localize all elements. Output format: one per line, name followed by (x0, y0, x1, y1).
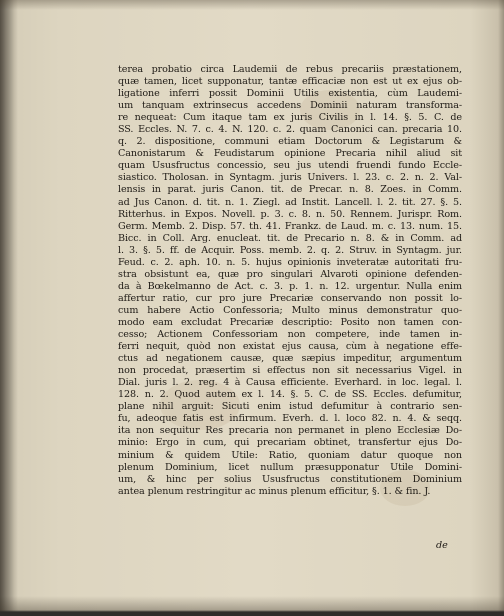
text-line: ctus ad negationem causæ, quæ sæpius impeditur, argumentum (118, 353, 462, 365)
top-edge-shadow (0, 0, 504, 10)
catchword: de (436, 540, 448, 551)
text-line: minio: Ergo in cum, qui precariam obtinet, transfertur ejus Do- (118, 437, 462, 449)
text-line: Dial. juris l. 2. reg. 4 à Causa efficiente. Everhard. in loc. legal. l. (118, 377, 462, 389)
text-line: cum habere Actio Confessoria; Multo minus demonstratur quo- (118, 304, 462, 316)
bottom-edge (0, 596, 504, 616)
text-line: Feud. c. 2. aph. 10. n. 5. hujus opinionis inveteratæ autoritati fru- (118, 256, 462, 268)
text-line: Germ. Memb. 2. Disp. 57. th. 41. Frankz. de Laud. m. c. 13. num. 15. (118, 220, 462, 232)
text-line: um, & hinc per solius Ususfructus constitutionem Dominium (118, 473, 462, 485)
text-line: siastico. Tholosan. in Syntagm. juris Univers. l. 23. c. 2. n. 2. Val- (118, 172, 462, 184)
text-line: Ritterhus. in Expos. Novell. p. 3. c. 8. n. 50. Rennem. Jurispr. Rom. (118, 208, 462, 220)
text-line: l. 3. §. 5. ff. de Acquir. Poss. memb. 2. q. 2. Struv. in Syntagm. jur. (118, 244, 462, 256)
gutter-shadow (0, 0, 18, 616)
text-line: re nequeat: Cum itaque tam ex juris Civilis in l. 14. §. 5. C. de (118, 112, 462, 124)
text-line: da à Bœkelmanno de Act. c. 3. p. 1. n. 12. urgentur. Nulla enim (118, 280, 462, 292)
text-line: plenum Dominium, licet nullum præsupponatur Utile Domini- (118, 461, 462, 473)
text-line: Canonistarum & Feudistarum opinione Precaria nihil aliud sit (118, 148, 462, 160)
text-line: SS. Eccles. N. 7. c. 4. N. 120. c. 2. quam Canonici can. precaria 10. (118, 124, 462, 136)
text-line: q. 2. dispositione, communi etiam Doctorum & Legistarum & (118, 136, 462, 148)
text-line: stra obsistunt ea, quæ pro singulari Alvaroti opinione defenden- (118, 268, 462, 280)
body-text (118, 64, 462, 498)
text-line: antea plenum restringitur ac minus plenum efficitur, §. 1. & fin. J. (118, 485, 431, 497)
text-line: quam Ususfructus concessio, seu jus utendi fruendi fundo Eccle- (118, 160, 462, 172)
text-line: Bicc. in Coll. Arg. enucleat. tit. de Precario n. 8. & in Comm. ad (118, 232, 462, 244)
text-line: quæ tamen, licet supponatur, tantæ efficaciæ non est ut ex ejus ob- (118, 76, 462, 88)
text-line: non procedat, præsertim si effectus non sit necessarius Vigel. in (118, 365, 462, 377)
text-line: um tanquam extrinsecus accedens Dominii naturam transforma- (118, 100, 462, 112)
text-line: terea probatio circa Laudemii de rebus precariis præstationem, (118, 64, 462, 75)
text-line: lensis in parat. juris Canon. tit. de Precar. n. 8. Zoes. in Comm. (118, 184, 462, 196)
text-line: ligatione inferri possit Dominii Utilis existentia, cùm Laudemi- (118, 88, 462, 100)
text-line: modo eam excludat Precariæ descriptio: Posito non tamen con- (118, 316, 462, 328)
text-line: ferri nequit, quòd non existat ejus causa, cùm à negatione effe- (118, 341, 462, 353)
text-line: ita non sequitur Res precaria non permanet in pleno Ecclesiæ Do- (118, 425, 462, 437)
text-line: cesso; Actionem Confessoriam non competere, inde tamen in- (118, 329, 462, 341)
text-line: fu, adeoque fatis est infirmum. Everh. d. l. loco 82. n. 4. & seqq. (118, 413, 462, 425)
text-line: 128. n. 2. Quod autem ex l. 14. §. 5. C. de SS. Eccles. defumitur, (118, 389, 462, 401)
text-line: ad Jus Canon. d. tit. n. 1. Ziegl. ad Instit. Lancell. l. 2. tit. 27. §. 5. (118, 196, 462, 208)
text-line: minium & quidem Utile: Ratio, quoniam datur quoque non (118, 449, 462, 461)
text-line: affertur ratio, cur pro jure Precariæ conservando non possit lo- (118, 292, 462, 304)
text-line: plane nihil arguit: Sicuti enim istud defumitur à contrario sen- (118, 401, 462, 413)
